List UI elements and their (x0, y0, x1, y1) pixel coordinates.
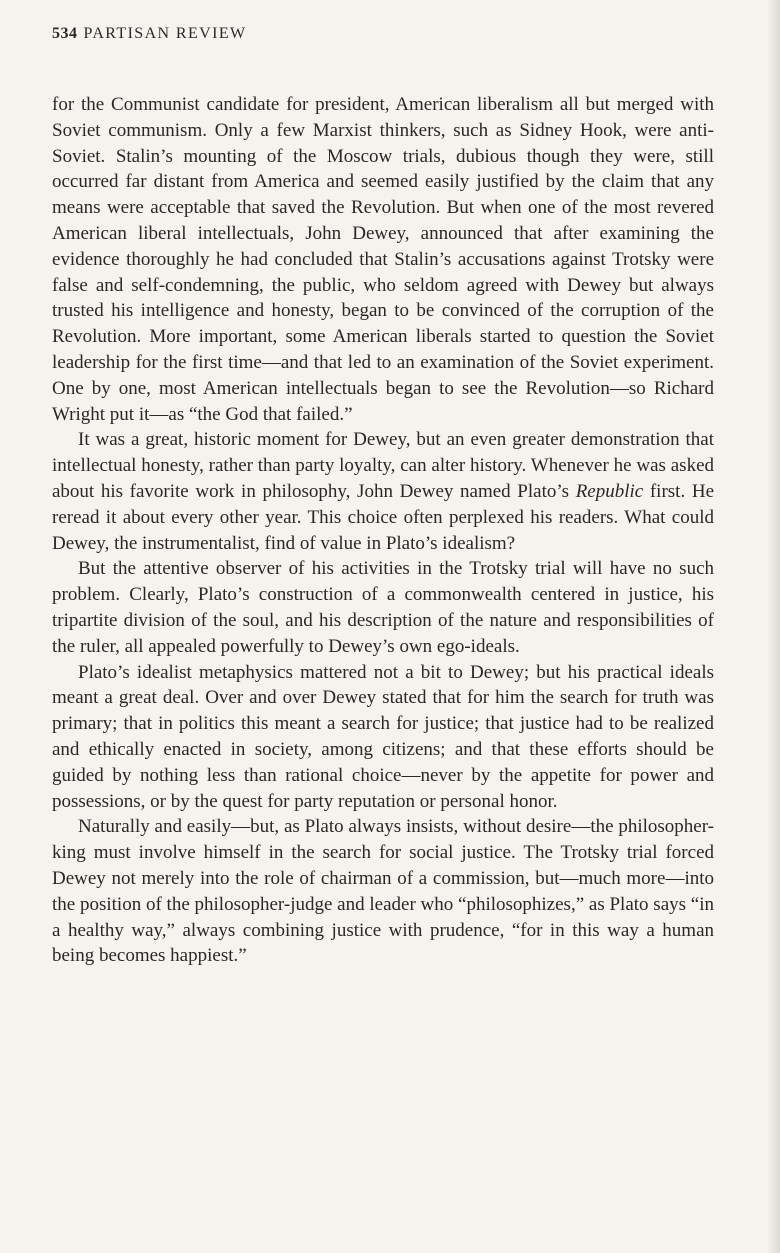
paragraph-2 (52, 427, 714, 556)
journal-title: PARTISAN REVIEW (83, 25, 247, 42)
page-number: 534 (52, 25, 78, 42)
paragraph-2-text-after: first. He reread it about every other year. This choice often perplexed his readers. What could Dewey, the instrumentalist, find of value in Plato’s idealism? (52, 480, 714, 554)
paragraph-5: Naturally and easily—but, as Plato always insists, without desire—the philosopher-king must involve himself in the search for social justice. The Trotsky trial forced Dewey not merely into the role of chairman of a commission, but—much more—into the position of the philosopher-judge and leader who “philosophizes,” as Plato says “in a healthy way,” always combining justice with prudence, “for in this way a human being becomes happiest.” (52, 816, 714, 967)
body-text (52, 92, 714, 969)
paragraph-3: But the attentive observer of his activities in the Trotsky trial will have no such problem. Clearly, Plato’s construction of a commonwealth centered in justice, his tripartite division of the soul, and his description of the nature and responsibilities of the ruler, all appealed powerfully to Dewey’s own ego-ideals. (52, 558, 714, 657)
paragraph-2-text-before: It was a great, historic moment for Dewey, but an even greater demonstration that intellectual honesty, rather than party loyalty, can alter history. Whenever he was asked about his favorite work in philosophy, John Dewey named Plato’s (52, 429, 714, 502)
page-edge-shadow (766, 0, 780, 1253)
paragraph-1: for the Communist candidate for president, American liberalism all but merged with Soviet communism. Only a few Marxist thinkers, such as Sidney Hook, were anti-Soviet. Stalin’s mounting of the Moscow trials, dubious though they were, still occurred far distant from America and seemed easily justified by the claim that any means were acceptable that saved the Revolution. But when one of the most revered American liberal intellectuals, John Dewey, announced that after examining the evidence thoroughly he had concluded that Stalin’s accusations against Trotsky were false and self-condemning, the public, who seldom agreed with Dewey but always trusted his intelligence and honesty, began to be convinced of the corruption of the Revolution. More important, some American liberals started to question the Soviet leadership for the first time—and that led to an examination of the Soviet experiment. One by one, most American intellectuals began to see the Revolution—so Richard Wright put it—as “the God that failed.” (52, 94, 714, 425)
running-head (52, 24, 714, 44)
book-title-republic: Republic (575, 480, 644, 502)
paragraph-4: Plato’s idealist metaphysics mattered not a bit to Dewey; but his practical ideals meant a great deal. Over and over Dewey stated that for him the search for truth was primary; that in politics this meant a search for justice; that justice had to be realized and ethically enacted in society, among citizens; and that these efforts should be guided by nothing less than rational choice—never by the appetite for power and possessions, or by the quest for party reputation or personal honor. (52, 661, 714, 812)
